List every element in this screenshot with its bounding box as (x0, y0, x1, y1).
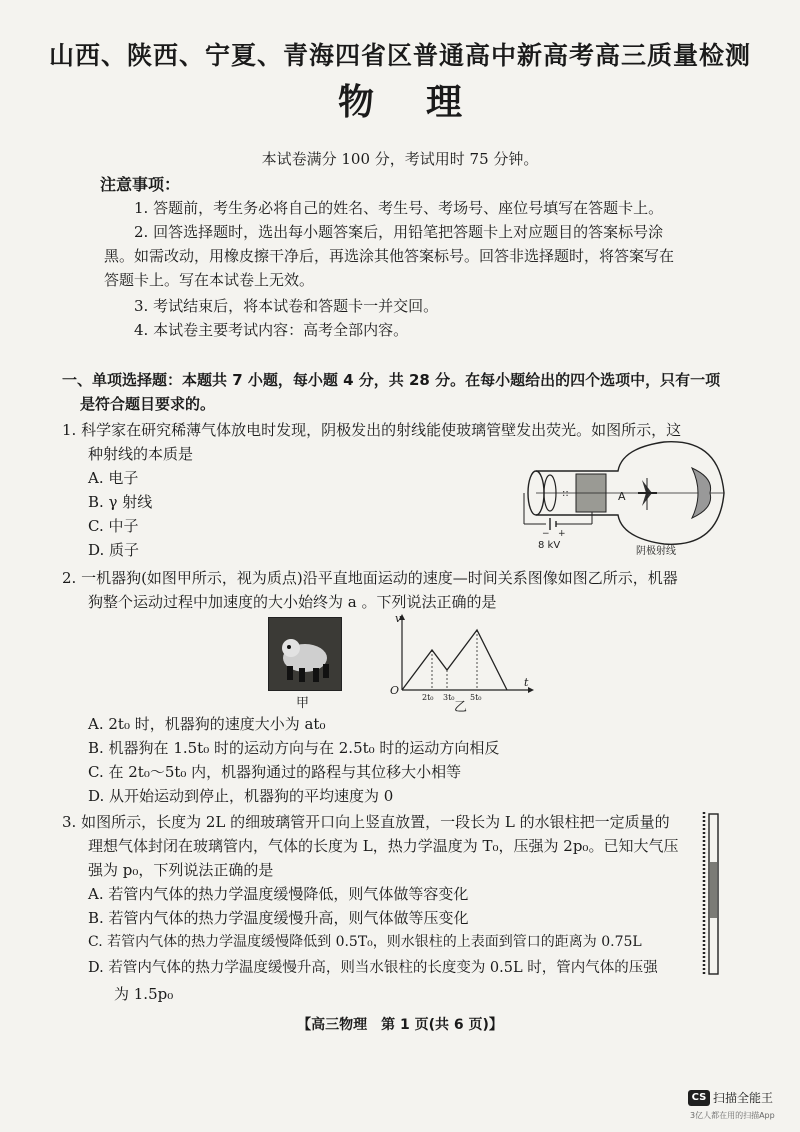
figure-jia-label: 甲 (296, 696, 310, 711)
page-footer: 【高三物理 第 1 页(共 6 页)】 (297, 1017, 503, 1033)
notice-line: 黑。如需改动，用橡皮擦干净后，再选涂其他答案标号。回答非选择题时，将答案写在 (104, 247, 675, 265)
mercury-column (710, 862, 717, 918)
q2-stem-cont: 狗整个运动过程中加速度的大小始终为 a 。下列说法正确的是 (88, 593, 497, 611)
q1-option-d: D. 质子 (88, 541, 140, 559)
q1-option-c: C. 中子 (88, 517, 139, 535)
q3-stem-cont: 理想气体封闭在玻璃管内，气体的长度为 L，热力学温度为 T₀，压强为 2p₀。已知大气压 (88, 837, 679, 855)
q1-stem-cont: 种射线的本质是 (88, 445, 194, 463)
q2-stem: 2. 一机器狗(如图甲所示，视为质点)沿平直地面运动的速度—时间关系图像如图乙所示，机器 (62, 569, 678, 587)
q3-option-c: C. 若管内气体的热力学温度缓慢降低到 0.5T₀，则水银柱的上表面到管口的距离为 0.75L (88, 934, 642, 950)
plus-label: + (558, 529, 566, 539)
tick-label: 2t₀ (422, 693, 434, 700)
notice-title: 注意事项： (100, 175, 181, 194)
origin-label: O (390, 684, 400, 697)
figure-caption: 阴极射线 (636, 546, 676, 557)
notice-line: 1. 答题前，考生务必将自己的姓名、考生号、考场号、座位号填写在答题卡上。 (134, 199, 664, 217)
robot-dog-photo (268, 617, 342, 691)
q3-stem: 3. 如图所示，长度为 2L 的细玻璃管开口向上竖直放置，一段长为 L 的水银柱把一定质量的 (62, 813, 670, 831)
scanner-logo-icon: CS (688, 1090, 710, 1106)
glass-tube-figure (702, 808, 724, 978)
cathode-ray-tube-figure (514, 438, 734, 558)
section-heading: 一、单项选择题：本题共 7 小题，每小题 4 分，共 28 分。在每小题给出的四个选项中，只有一项 (62, 371, 721, 389)
q1-stem: 1. 科学家在研究稀薄气体放电时发现，阴极发出的射线能使玻璃管壁发出荧光。如图所示，这 (62, 421, 682, 439)
velocity-series-line (402, 630, 507, 690)
q3-stem-cont-2: 强为 p₀，下列说法正确的是 (88, 861, 274, 879)
q3-option-a: A. 若管内气体的热力学温度缓慢降低，则气体做等容变化 (88, 885, 469, 903)
t-axis-label: t (524, 676, 529, 689)
notice-line: 3. 考试结束后，将本试卷和答题卡一并交回。 (134, 297, 439, 315)
subject-title: 物理 (337, 82, 514, 123)
scanner-tagline: 3亿人都在用的扫描App (690, 1111, 775, 1120)
notice-line: 答题卡上。写在本试卷上无效。 (104, 271, 315, 289)
q3-option-b: B. 若管内气体的热力学温度缓慢升高，则气体做等压变化 (88, 909, 469, 927)
section-heading-cont: 是符合题目要求的。 (80, 395, 216, 413)
v-axis-label: v (395, 612, 402, 625)
anode-label: A (618, 490, 626, 503)
q2-option-c: C. 在 2t₀～5t₀ 内，机器狗通过的路程与其位移大小相等 (88, 763, 462, 781)
figure-yi-label: 乙 (454, 700, 468, 715)
scanner-app-name: 扫描全能王 (713, 1091, 774, 1105)
q3-option-d-cont: 为 1.5p₀ (114, 985, 174, 1003)
q2-option-a: A. 2t₀ 时，机器狗的速度大小为 at₀ (88, 715, 326, 733)
notice-line: 2. 回答选择题时，选出每小题答案后，用铅笔把答题卡上对应题目的答案标号涂 (134, 223, 664, 241)
q2-option-b: B. 机器狗在 1.5t₀ 时的运动方向与在 2.5t₀ 时的运动方向相反 (88, 739, 500, 757)
q2-option-d: D. 从开始运动到停止，机器狗的平均速度为 0 (88, 787, 394, 805)
notice-line: 4. 本试卷主要考试内容：高考全部内容。 (134, 321, 409, 339)
velocity-time-graph (388, 610, 538, 700)
exam-title: 山西、陕西、宁夏、青海四省区普通高中新高考高三质量检测 (48, 41, 751, 70)
minus-label: − (542, 529, 550, 539)
exam-info: 本试卷满分 100 分，考试用时 75 分钟。 (261, 150, 539, 168)
q3-option-d: D. 若管内气体的热力学温度缓慢升高，则当水银柱的长度变为 0.5L 时，管内气体的压强 (88, 960, 658, 976)
tick-label: 3t₀ (443, 693, 455, 700)
q1-option-a: A. 电子 (88, 469, 139, 487)
voltage-label: 8 kV (538, 540, 561, 551)
svg-text:::: :: (562, 488, 569, 499)
tick-label: 5t₀ (470, 693, 482, 700)
q1-option-b: B. γ 射线 (88, 493, 153, 511)
